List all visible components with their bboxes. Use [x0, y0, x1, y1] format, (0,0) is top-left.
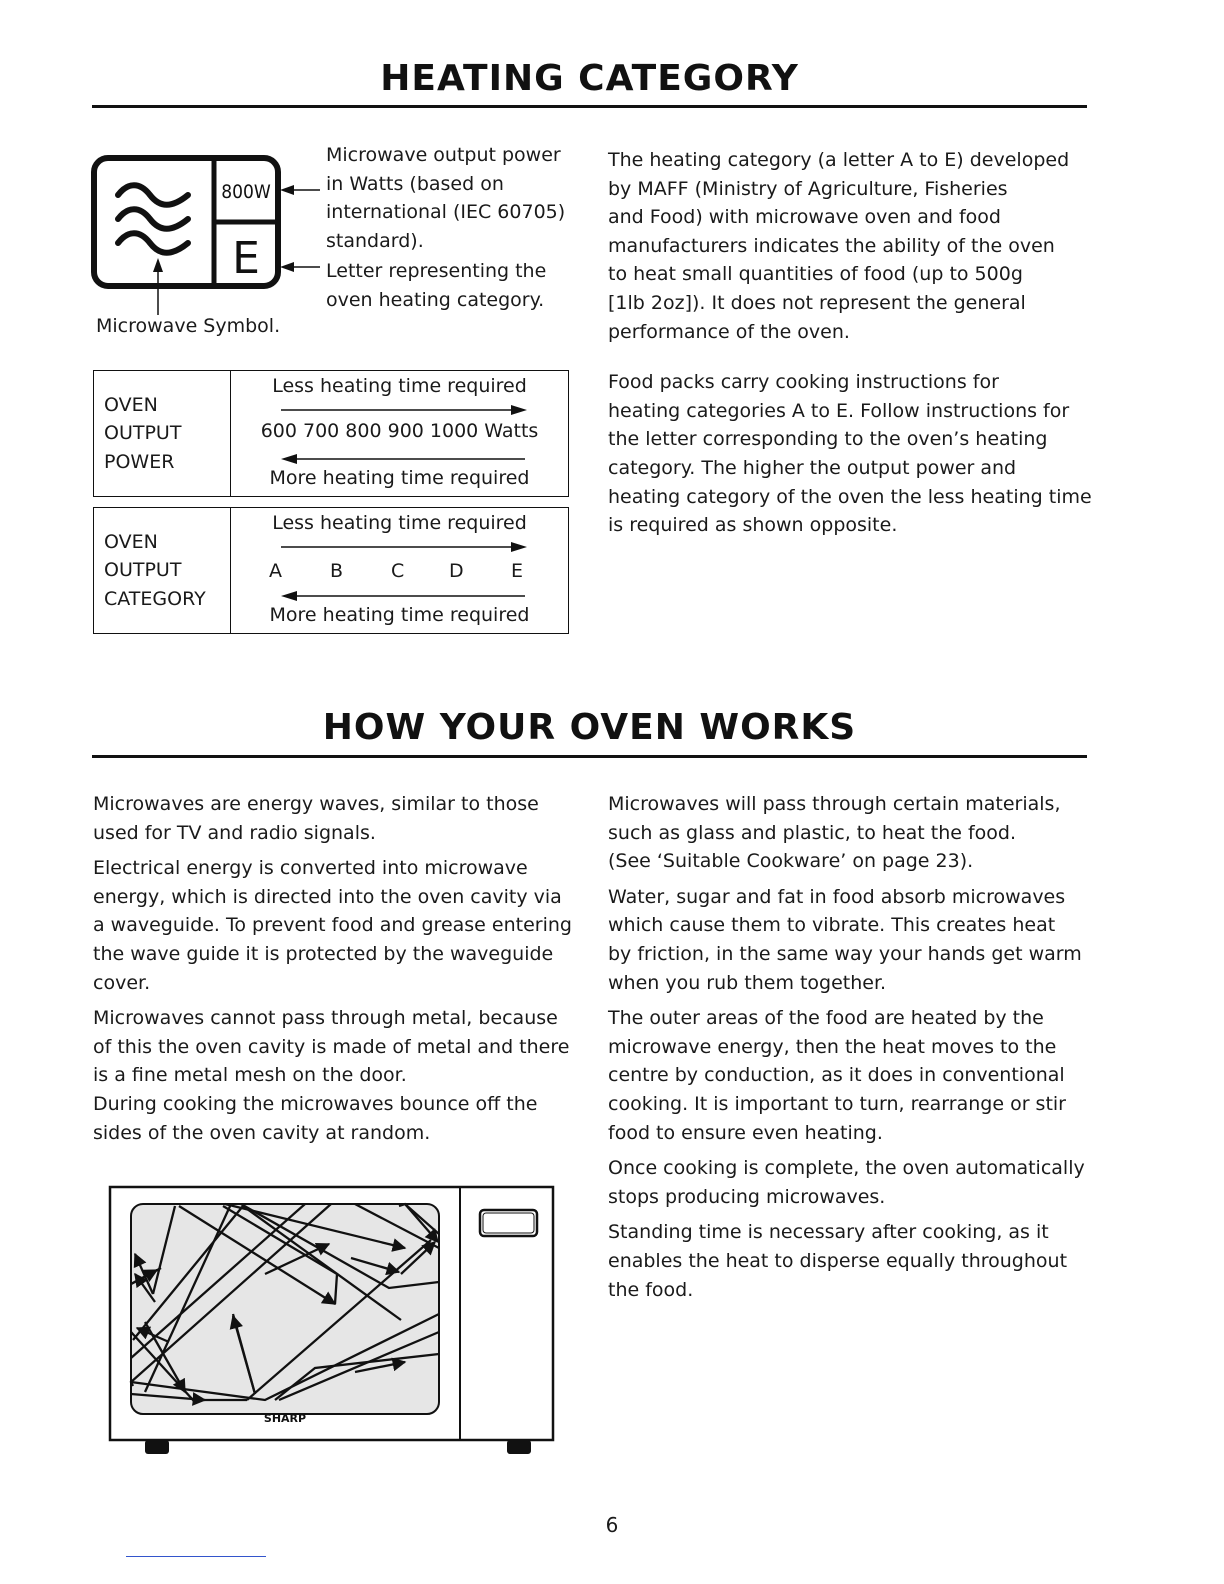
- microwave-symbol-diagram: [80, 140, 320, 320]
- left-arrow-icon: [279, 589, 529, 603]
- how-it-works-left-text: [93, 790, 593, 1154]
- paragraph: Microwaves will pass through certain materials, such as glass and plastic, to heat the food. (See ‘Suitable Cookware’ on page 23).: [608, 793, 1061, 873]
- more-time-label: More heating time required: [269, 467, 530, 489]
- oven-foot: [145, 1440, 169, 1454]
- power-callout: Microwave output power in Watts (based on international (IEC 60705) standard).: [326, 144, 566, 252]
- letter-callout: Letter representing the oven heating category.: [326, 260, 547, 311]
- paragraph: Water, sugar and fat in food absorb microwaves which cause them to vibrate. This creates heat by friction, in the same way your hands get warm when you rub them together.: [608, 885, 1082, 994]
- right-arrow-icon: [279, 403, 529, 417]
- symbol-caption: Microwave Symbol.: [96, 315, 281, 337]
- grade-b: B: [330, 560, 344, 582]
- paragraph: Once cooking is complete, the oven automatically stops producing microwaves.: [608, 1157, 1085, 1208]
- table-row-label: OVEN OUTPUT POWER: [94, 371, 231, 496]
- paragraph: Standing time is necessary after cooking, as it enables the heat to disperse equally throughout the food.: [608, 1221, 1068, 1301]
- grade-a: A: [269, 560, 282, 582]
- paragraph: The heating category (a letter A to E) developed by MAFF (Ministry of Agriculture, Fisheries and Food) with microwave oven and food manufacturers indicates the ability of the oven to heat small quantities of food (up to 500g [1lb 2oz]). It does not represent the general performance of the oven.: [608, 149, 1070, 343]
- category-letter-label: E: [232, 233, 260, 284]
- less-time-label: Less heating time required: [272, 375, 527, 397]
- grade-e: E: [511, 560, 524, 582]
- output-power-table: [93, 370, 569, 497]
- page-number: 6: [605, 1513, 619, 1537]
- grade-c: C: [391, 560, 405, 582]
- paragraph: Microwaves cannot pass through metal, because of this the oven cavity is made of metal and there is a fine metal mesh on the door.: [93, 1007, 570, 1087]
- output-category-table: [93, 507, 569, 634]
- microwave-waves-icon: [118, 185, 188, 253]
- table-row-label: OVEN OUTPUT CATEGORY: [94, 508, 231, 633]
- paragraph: The outer areas of the food are heated by the microwave energy, then the heat moves to the centre by conduction, as it does in conventional cooking. It is important to turn, rearrange or stir food to ensure even heating.: [608, 1007, 1066, 1144]
- section-title-how-oven-works: HOW YOUR OVEN WORKS: [322, 707, 857, 748]
- paragraph: Microwaves are energy waves, similar to those used for TV and radio signals.: [93, 793, 539, 844]
- section-title-heating-category: HEATING CATEGORY: [380, 58, 799, 99]
- heating-category-description: [608, 146, 1098, 547]
- less-time-label: Less heating time required: [272, 512, 527, 534]
- wattage-scale: 600 700 800 900 1000 Watts: [260, 420, 539, 442]
- how-it-works-right-text: [608, 790, 1098, 1311]
- oven-brand-logo: SHARP: [263, 1412, 307, 1425]
- more-time-label: More heating time required: [269, 604, 530, 626]
- microwave-oven-illustration: [105, 1182, 560, 1462]
- left-arrow-icon: [279, 452, 529, 466]
- right-arrow-icon: [279, 540, 529, 554]
- oven-display: [480, 1210, 537, 1236]
- title-rule: [92, 105, 1087, 108]
- title-rule: [92, 755, 1087, 758]
- grade-d: D: [449, 560, 464, 582]
- paragraph: Food packs carry cooking instructions for heating categories A to E. Follow instructions for the letter corresponding to the oven’s heating category. The higher the output power and heating category of the oven the less heating time is required as shown opposite.: [608, 371, 1092, 537]
- paragraph: During cooking the microwaves bounce off the sides of the oven cavity at random.: [93, 1092, 538, 1144]
- paragraph: Electrical energy is converted into microwave energy, which is directed into the oven cavity via a waveguide. To prevent food and grease entering the wave guide it is protected by the waveguide cover.: [93, 857, 572, 994]
- oven-foot: [507, 1440, 531, 1454]
- footer-link-line: [126, 1556, 266, 1557]
- power-rating-label: 800W: [221, 181, 271, 203]
